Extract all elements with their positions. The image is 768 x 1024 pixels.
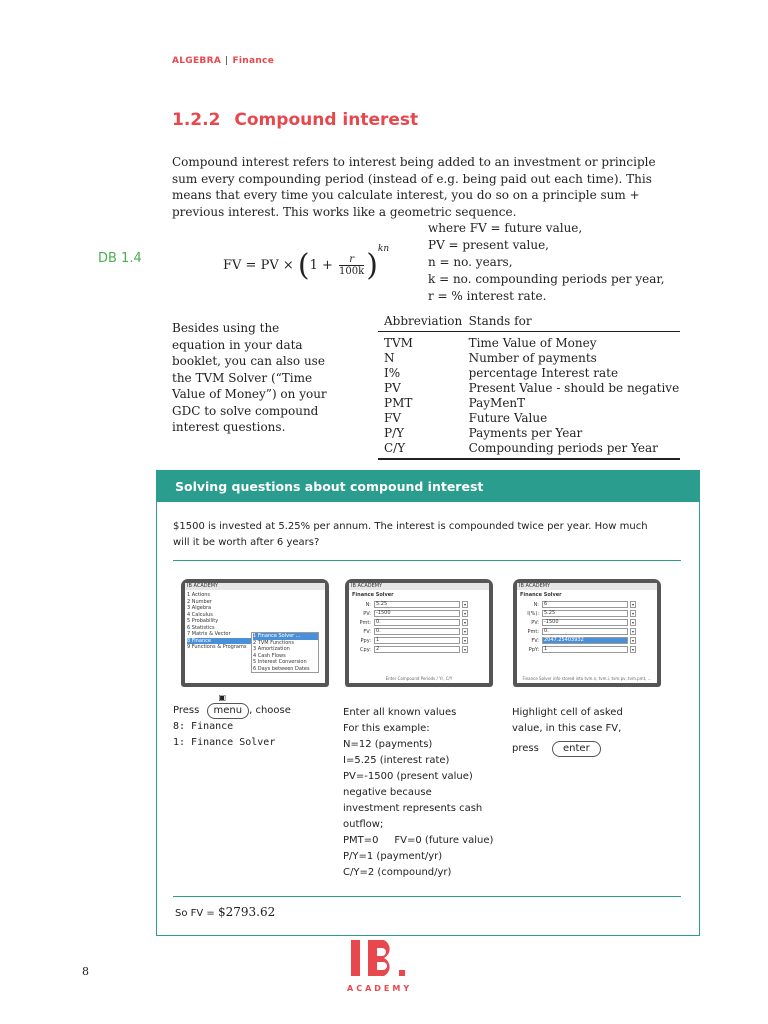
solver-field: N: 5.25 ▾	[365, 601, 466, 608]
table-header: Abbreviation	[378, 314, 463, 332]
solver-field: PpY: 1 ▾	[528, 646, 634, 653]
step-3-line: Highlight cell of asked	[512, 707, 623, 718]
solver-field: N: 6 ▾	[533, 601, 634, 608]
table-row	[378, 332, 680, 352]
breadcrumb-separator: |	[225, 56, 229, 66]
step-2-line: C/Y=2 (compound/yr)	[343, 867, 452, 878]
calculator-screenshot-result	[513, 579, 661, 687]
calculator-hint: Finance Solver info stored into tvm.n, tvm.i, tvm.pv, tvm.pmt, ...	[522, 676, 652, 681]
step-2-line: N=12 (payments)	[343, 739, 433, 750]
menu-item: 5 Probability	[187, 618, 219, 624]
calculator-screen	[517, 583, 657, 683]
data-booklet-reference: DB 1.4	[98, 251, 142, 266]
submenu-item: 2 TVM Functions	[253, 639, 295, 646]
menu-item: 8 Finance	[187, 638, 277, 645]
example-box-title: Solving questions about compound interest	[157, 471, 699, 502]
definition-fv: where FV = future value,	[428, 221, 583, 235]
menu-item: 2 Number	[187, 598, 212, 605]
table-cell: PMT	[384, 396, 413, 410]
answer-label: So FV =	[175, 908, 215, 919]
menu-item: 1 Actions	[187, 592, 211, 598]
table-row	[378, 381, 680, 396]
formula-denominator: 100k	[339, 266, 365, 277]
table-row	[378, 411, 680, 426]
menu-item: 6 Statistics	[187, 624, 215, 631]
calculator-screen	[185, 583, 325, 683]
step-2-line: investment represents cash	[343, 803, 483, 814]
table-header-row	[378, 314, 680, 332]
solver-field: FV: 2047.25403932 ▾	[531, 637, 634, 644]
definition-pv: PV = present value,	[428, 238, 549, 252]
table-cell: Future Value	[468, 411, 548, 425]
section-heading: Compound interest	[234, 110, 419, 130]
table-header: Stands for	[463, 314, 680, 332]
calculator-hint: Enter Compound Periods / Yr, C/Y	[385, 676, 453, 681]
solver-field: PV: -1500 ▾	[363, 610, 466, 617]
step-1-line: 8: Finance	[173, 721, 234, 732]
page-number: 8	[82, 965, 89, 978]
step-1-instructions	[173, 693, 323, 751]
table-cell: PayMenT	[468, 396, 526, 410]
example-question: $1500 is invested at 5.25% per annum. The interest is compounded twice per year. How much will it be worth after 6 years?	[173, 521, 648, 548]
table-row	[378, 366, 680, 381]
table-cell: TVM	[384, 336, 413, 350]
menu-item: 4 Calculus	[187, 611, 213, 618]
table-cell: N	[384, 351, 395, 365]
step-2-line: outflow;	[343, 819, 384, 830]
brand-name: ACADEMY	[347, 984, 413, 993]
table-cell: Time Value of Money	[468, 336, 597, 350]
section-title	[172, 110, 418, 130]
table-cell: Payments per Year	[468, 426, 583, 440]
submenu-item: 5 Interest Conversion	[253, 659, 307, 665]
formula-lhs: FV = PV ×	[223, 258, 294, 273]
divider	[173, 896, 681, 897]
divider	[173, 560, 681, 561]
calculator-screenshot-menu	[181, 579, 329, 687]
step-1-press: Press	[173, 705, 200, 716]
abbreviation-table	[378, 314, 680, 460]
table-cell: percentage Interest rate	[468, 366, 619, 380]
table-cell: C/Y	[378, 441, 463, 459]
menu-item: 9 Functions & Programs	[187, 644, 247, 650]
intro-paragraph: Compound interest refers to interest being added to an investment or principle sum every compounding period (instead of e.g. being paid out each time). This means that every time you calculate interest, you do so on a principle sum + previous interest. This works like a geometric sequence.	[172, 155, 656, 219]
step-1-line: 1: Finance Solver	[173, 737, 276, 748]
step-2-line: For this example:	[343, 723, 430, 734]
submenu-item: 3 Amortization	[253, 646, 290, 652]
formula-numerator: r	[339, 254, 364, 266]
step-2-line: Enter all known values	[343, 707, 457, 718]
table-cell: I%	[384, 366, 401, 380]
table-cell: P/Y	[384, 426, 405, 440]
menu-item: 7 Matrix & Vector	[187, 631, 231, 637]
enter-key: enter	[552, 741, 601, 757]
calculator-title: IB ACADEMY	[517, 583, 657, 590]
variable-definitions	[428, 220, 665, 305]
definition-r: r = % interest rate.	[428, 289, 547, 303]
table-cell: Present Value - should be negative	[468, 381, 680, 395]
definition-k: k = no. compounding periods per year,	[428, 272, 665, 286]
solver-field: PV: -1500 ▾	[531, 619, 634, 626]
table-row	[378, 441, 680, 459]
table-cell: PV	[384, 381, 401, 395]
solver-field: I(%): 5.25 ▾	[527, 610, 634, 617]
step-2-line: negative because	[343, 787, 432, 798]
step-2-line: P/Y=1 (payment/yr)	[343, 851, 443, 862]
calculator-submenu	[251, 632, 319, 673]
table-cell: Number of payments	[468, 351, 597, 365]
section-number: 1.2.2	[172, 110, 221, 130]
step-2-instructions	[343, 705, 513, 881]
table-cell: FV	[384, 411, 401, 425]
tvm-explanation: Besides using the equation in your data booklet, you can also use the TVM Solver (“Time Value of Money”) on your GDC to solve compound interest questions.	[172, 321, 327, 434]
calculator-title: IB ACADEMY	[185, 583, 325, 590]
breadcrumb-topic: Finance	[232, 56, 275, 66]
breadcrumb-subject: ALGEBRA	[172, 56, 222, 66]
formula-exponent: kn	[377, 244, 390, 254]
calculator-screen	[349, 583, 489, 683]
table-cell: Compounding periods per Year	[463, 441, 680, 459]
compound-interest-formula: FV = PV × (1 + $\frac{r}{100k}$ )$^{kn}$	[223, 244, 390, 283]
calculator-screenshot-solver	[345, 579, 493, 687]
step-2-line: PMT=0 FV=0 (future value)	[343, 835, 494, 846]
submenu-item: 6 Days between Dates	[253, 665, 310, 672]
step-1-choose: , choose	[249, 705, 291, 716]
menu-item: 3 Algebra	[187, 605, 212, 611]
step-3-line: value, in this case FV,	[512, 723, 622, 734]
table-row	[378, 351, 680, 366]
answer	[175, 905, 275, 919]
submenu-item: 1 Finance Solver ...	[253, 633, 318, 640]
table-row	[378, 396, 680, 411]
menu-key: menu	[207, 703, 250, 719]
formula-fraction	[339, 254, 364, 277]
solver-field: Pmt: 0. ▾	[527, 628, 634, 635]
calculator-title: IB ACADEMY	[349, 583, 489, 590]
menu-key-icon: ▣	[218, 693, 227, 702]
calculator-subtitle: Finance Solver	[520, 592, 562, 598]
step-2-line: I=5.25 (interest rate)	[343, 755, 450, 766]
solver-field: FV: 0. ▾	[363, 628, 466, 635]
answer-value: $2793.62	[217, 905, 276, 919]
breadcrumb	[172, 56, 274, 66]
solver-field: Cpy: 2 ▾	[360, 646, 466, 653]
step-3-instructions	[512, 705, 672, 757]
solver-field: Pmt: 0. ▾	[359, 619, 466, 626]
definition-n: n = no. years,	[428, 255, 513, 269]
table-row	[378, 426, 680, 441]
calculator-subtitle: Finance Solver	[352, 592, 394, 598]
formula-one-plus: 1 +	[309, 258, 333, 273]
step-2-line: PV=-1500 (present value)	[343, 771, 473, 782]
submenu-item: 4 Cash Flows	[253, 652, 286, 659]
step-3-press: press	[512, 743, 539, 754]
solver-field: Ppy: 1 ▾	[360, 637, 466, 644]
example-box	[156, 470, 700, 936]
